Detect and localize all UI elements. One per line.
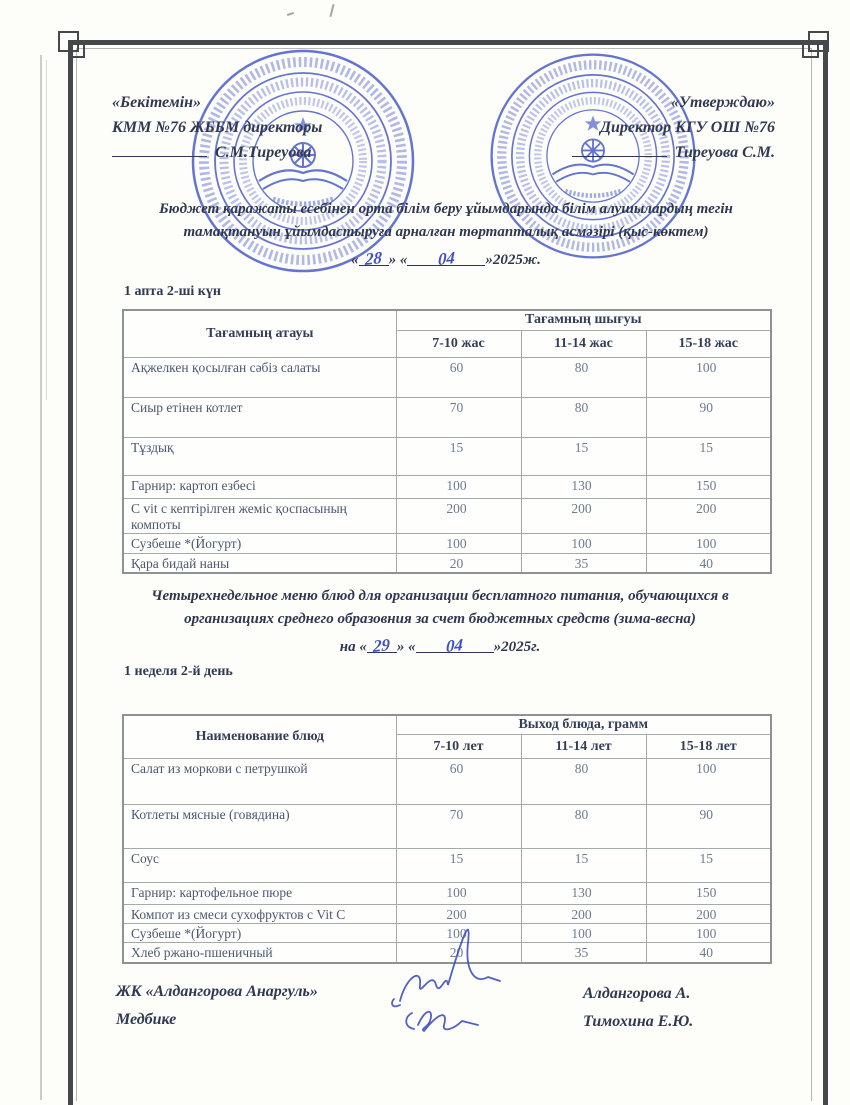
title-ru-line2: организациях среднего образовния за счет бюджетных средств (зима-весна) xyxy=(184,611,696,627)
dish-name: Соус xyxy=(123,849,396,883)
date-month-handwritten: 04 xyxy=(416,634,494,653)
table-row xyxy=(123,437,771,475)
t2-age-col: 7-10 лет xyxy=(396,735,521,759)
table-row xyxy=(123,357,771,397)
dish-weight: 200 xyxy=(396,905,521,924)
dish-name: Ақжелкен қосылған сәбіз салаты xyxy=(123,357,396,397)
approval-right-title: «Утверждаю» xyxy=(670,94,775,111)
date-between-quotes: » « xyxy=(388,252,408,268)
frame-corner-ornament xyxy=(802,41,819,58)
dish-weight: 80 xyxy=(521,759,646,805)
approval-right-name: Тиреуова С.М. xyxy=(674,144,775,161)
t2-group-header: Выход блюда, грамм xyxy=(396,715,771,735)
dish-name: Сузбеше *(Йогурт) xyxy=(123,533,396,553)
dish-weight: 200 xyxy=(646,498,771,533)
signature-line xyxy=(112,142,207,157)
dish-weight: 200 xyxy=(521,498,646,533)
section1-label: 1 апта 2-ші күн xyxy=(124,284,221,299)
table-row xyxy=(123,759,771,805)
t1-group-header: Тағамның шығуы xyxy=(396,310,771,330)
dish-weight: 100 xyxy=(521,924,646,943)
dish-weight: 200 xyxy=(521,905,646,924)
dish-weight: 15 xyxy=(396,849,521,883)
dish-weight: 20 xyxy=(396,553,521,573)
dish-weight: 15 xyxy=(646,437,771,475)
t1-age-col: 11-14 жас xyxy=(521,330,646,357)
dish-weight: 100 xyxy=(521,533,646,553)
menu-table-kk xyxy=(122,309,772,574)
dish-weight: 200 xyxy=(646,905,771,924)
dish-name: Котлеты мясные (говядина) xyxy=(123,805,396,849)
date-month-handwritten: 04 xyxy=(407,247,485,266)
footer-role: Медбике xyxy=(116,1011,177,1028)
date-day-handwritten: 28 xyxy=(359,247,389,266)
dish-weight: 40 xyxy=(646,553,771,573)
dish-name: Тұздық xyxy=(123,437,396,475)
dish-weight: 20 xyxy=(396,943,521,963)
footer-org: ЖК «Алдангорова Анаргуль» xyxy=(116,983,318,1000)
t1-age-col: 15-18 жас xyxy=(646,330,771,357)
dish-weight: 60 xyxy=(396,759,521,805)
table-row xyxy=(123,849,771,883)
dish-name: Сиыр етінен котлет xyxy=(123,397,396,437)
title-ru xyxy=(110,585,770,659)
dish-weight: 100 xyxy=(396,883,521,905)
approval-left-title: «Бекітемін» xyxy=(112,94,202,111)
dish-weight: 70 xyxy=(396,397,521,437)
t2-age-col: 15-18 лет xyxy=(646,735,771,759)
pencil-mark xyxy=(329,4,334,17)
footer-name-2: Тимохина Е.Ю. xyxy=(583,1013,694,1030)
dish-weight: 100 xyxy=(396,533,521,553)
approval-left-org: КММ №76 ЖББМ директоры xyxy=(112,119,323,136)
title-ru-date xyxy=(110,634,770,659)
footer-name-1: Алдангорова А. xyxy=(583,985,691,1002)
dish-weight: 100 xyxy=(646,357,771,397)
dish-weight: 150 xyxy=(646,475,771,498)
footer-right-block xyxy=(583,980,803,1036)
title-ru-line1: Четырехнедельное меню блюд для организации бесплатного питания, обучающихся в xyxy=(151,588,729,604)
dish-weight: 80 xyxy=(521,357,646,397)
dish-weight: 90 xyxy=(646,397,771,437)
pencil-mark xyxy=(287,12,294,16)
table-row xyxy=(123,553,771,573)
dish-weight: 150 xyxy=(646,883,771,905)
t2-name-header: Наименование блюд xyxy=(123,715,396,759)
dish-weight: 100 xyxy=(646,924,771,943)
dish-weight: 100 xyxy=(646,533,771,553)
table-row xyxy=(123,805,771,849)
dish-weight: 40 xyxy=(646,943,771,963)
t1-name-header: Тағамның атауы xyxy=(123,310,396,357)
approval-left-name: С.М.Тиреуова xyxy=(215,144,312,161)
table-row xyxy=(123,533,771,553)
title-kk-date xyxy=(122,247,770,272)
dish-weight: 80 xyxy=(521,397,646,437)
t1-age-col: 7-10 жас xyxy=(396,330,521,357)
title-kk-line2: тамақтануын ұйымдастыруға арналған төртапталық асмәзірі (қыс-көктем) xyxy=(183,224,709,240)
dish-weight: 200 xyxy=(396,498,521,533)
date-close-quote: »2025ж. xyxy=(485,252,541,268)
dish-weight: 100 xyxy=(646,759,771,805)
dish-name: Компот из смеси сухофруктов с Vit C xyxy=(123,905,396,924)
dish-weight: 90 xyxy=(646,805,771,849)
dish-name: Салат из моркови с петрушкой xyxy=(123,759,396,805)
signature-line xyxy=(572,142,667,157)
dish-name: Қара бидай наны xyxy=(123,553,396,573)
dish-weight: 130 xyxy=(521,475,646,498)
dish-weight: 35 xyxy=(521,553,646,573)
frame-corner-ornament xyxy=(68,41,85,58)
dish-weight: 35 xyxy=(521,943,646,963)
dish-name: Хлеб ржано-пшеничный xyxy=(123,943,396,963)
dish-weight: 15 xyxy=(521,849,646,883)
handwritten-signatures xyxy=(388,903,563,1038)
dish-name: Сузбеше *(Йогурт) xyxy=(123,924,396,943)
approval-right-org: Директор КГУ ОШ №76 xyxy=(600,119,775,136)
section2-label: 1 неделя 2-й день xyxy=(124,664,233,679)
title-kk-line1: Бюджет қаражаты есебінен орта білім беру ұйымдарында білім алушылардың тегін xyxy=(159,201,733,217)
dish-weight: 80 xyxy=(521,805,646,849)
date-between-quotes: » « xyxy=(396,639,416,655)
date-day-handwritten: 29 xyxy=(367,634,397,653)
table-row xyxy=(123,475,771,498)
dish-weight: 60 xyxy=(396,357,521,397)
date-close-quote: »2025г. xyxy=(493,639,541,655)
table-row xyxy=(123,397,771,437)
table-row xyxy=(123,498,771,533)
date-open-quote: « xyxy=(351,252,359,268)
dish-weight: 130 xyxy=(521,883,646,905)
dish-weight: 70 xyxy=(396,805,521,849)
approval-block-left xyxy=(112,90,442,165)
title-kk xyxy=(122,198,770,272)
date-open-quote: на « xyxy=(339,639,367,655)
dish-weight: 100 xyxy=(396,924,521,943)
table-row xyxy=(123,883,771,905)
dish-name: Гарнир: картофельное пюре xyxy=(123,883,396,905)
t2-age-col: 11-14 лет xyxy=(521,735,646,759)
dish-weight: 100 xyxy=(396,475,521,498)
scan-page-edge-2 xyxy=(46,60,47,400)
dish-weight: 15 xyxy=(396,437,521,475)
approval-block-right xyxy=(455,90,775,165)
dish-weight: 15 xyxy=(521,437,646,475)
scan-page-edge xyxy=(40,55,42,1100)
dish-name: С vit с кептірілген жеміс қоспасының компоты xyxy=(123,498,396,533)
dish-name: Гарнир: картоп езбесі xyxy=(123,475,396,498)
dish-weight: 15 xyxy=(646,849,771,883)
approval-right-signline xyxy=(455,140,775,165)
approval-left-signline xyxy=(112,140,442,165)
